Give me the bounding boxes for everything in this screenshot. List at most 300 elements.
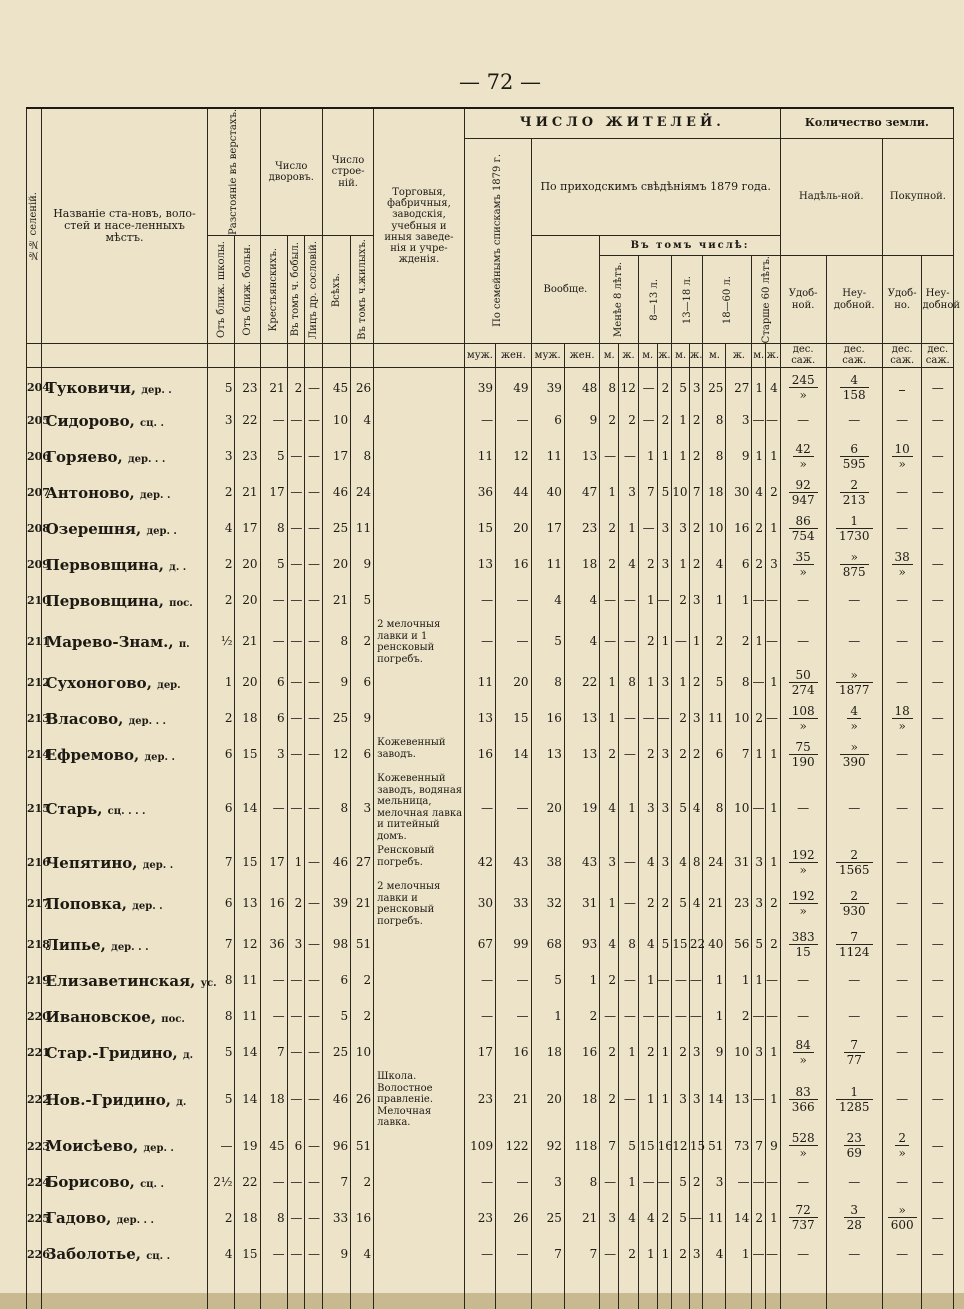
cell-a2m: 2	[638, 1035, 657, 1071]
cell-pm: 25	[531, 1201, 564, 1237]
cell-y3: —	[305, 1035, 323, 1071]
land-l4: —	[922, 583, 954, 619]
cell-a3m: 15	[672, 927, 690, 963]
cell-b2: 6	[351, 737, 374, 773]
cell-a2f: 3	[657, 845, 672, 881]
cell-y1: 5	[260, 439, 287, 475]
cell-d2: 18	[235, 701, 260, 737]
cell-a3f: 2	[689, 547, 703, 583]
cell-a3m: 5	[672, 1165, 690, 1201]
cell-b1: 46	[323, 1071, 351, 1129]
cell-fm: 39	[464, 367, 495, 403]
cell-d2: 22	[235, 403, 260, 439]
settlement-name: Антоново, дер. .	[41, 475, 208, 511]
cell-a1f: —	[619, 999, 639, 1035]
cell-b2: 5	[351, 583, 374, 619]
table-row	[27, 927, 954, 963]
cell-a3m: 2	[672, 583, 690, 619]
cell-a5m: 1	[752, 439, 766, 475]
cell-ff: 43	[496, 845, 531, 881]
cell-y3: —	[305, 439, 323, 475]
cell-d2: 15	[235, 1237, 260, 1273]
land-l3: —	[882, 511, 922, 547]
cell-y1: 36	[260, 927, 287, 963]
cell-a5f: —	[766, 1237, 781, 1273]
cell-b2: 9	[351, 547, 374, 583]
land-l1: —	[780, 619, 826, 665]
cell-a3m: 12	[672, 1129, 690, 1165]
cell-a3f: 3	[689, 583, 703, 619]
cell-ff: —	[496, 1165, 531, 1201]
cell-ff: 49	[496, 367, 531, 403]
settlement-number: 222	[27, 1071, 42, 1129]
table-row	[27, 881, 954, 927]
cell-a2m: 1	[638, 1237, 657, 1273]
cell-d1: 7	[208, 927, 235, 963]
cell-b1: 9	[323, 1237, 351, 1273]
establishments-cell	[374, 927, 465, 963]
cell-a5m: 2	[752, 547, 766, 583]
settlement-number: 205	[27, 403, 42, 439]
cell-d1: 6	[208, 773, 235, 845]
cell-a5m: 4	[752, 475, 766, 511]
cell-a1m: —	[600, 439, 619, 475]
settlement-number: 204	[27, 367, 42, 403]
cell-y1: 45	[260, 1129, 287, 1165]
header-distance-hospital: Отъ ближ. больн.	[235, 235, 260, 343]
land-l3	[882, 1201, 922, 1237]
cell-pm: 32	[531, 881, 564, 927]
cell-d2: 15	[235, 737, 260, 773]
land-l1: —	[780, 583, 826, 619]
cell-a5f: 9	[766, 1129, 781, 1165]
cell-a1m: 8	[600, 367, 619, 403]
land-l2: —	[826, 583, 882, 619]
cell-a5f: —	[766, 619, 781, 665]
cell-pm: 3	[531, 1165, 564, 1201]
cell-a1m: 2	[600, 1035, 619, 1071]
cell-fm: —	[464, 403, 495, 439]
header-residents: ЧИСЛО ЖИТЕЛЕЙ.	[464, 108, 780, 138]
land-fraction: $\frac{35}{»}$	[793, 551, 814, 578]
cell-y1: —	[260, 999, 287, 1035]
cell-a2f: 2	[657, 1201, 672, 1237]
cell-a4m: 25	[703, 367, 726, 403]
table-filler	[27, 1273, 954, 1309]
cell-y1: 8	[260, 511, 287, 547]
land-fraction: $\frac{2}{930}$	[840, 890, 869, 917]
cell-y3: —	[305, 701, 323, 737]
cell-a3f: 2	[689, 511, 703, 547]
cell-d1: 5	[208, 367, 235, 403]
land-l2	[826, 1071, 882, 1129]
cell-a2m: 4	[638, 927, 657, 963]
cell-fm: 23	[464, 1071, 495, 1129]
establishments-cell: 2 мелочныя лавки и 1 ренсковый погребъ.	[374, 619, 465, 665]
header-number: №№ селеній.	[27, 108, 42, 344]
cell-a4m: 6	[703, 737, 726, 773]
cell-y2: —	[287, 583, 305, 619]
table-row	[27, 403, 954, 439]
cell-a3m: 1	[672, 439, 690, 475]
cell-ff: —	[496, 963, 531, 999]
cell-y2: 2	[287, 881, 305, 927]
cell-a2m: —	[638, 403, 657, 439]
cell-ff: 12	[496, 439, 531, 475]
cell-fm: —	[464, 999, 495, 1035]
settlement-name: Первовщина, д. .	[41, 547, 208, 583]
cell-a2f: 1	[657, 439, 672, 475]
cell-a1m: 1	[600, 881, 619, 927]
land-l1	[780, 1129, 826, 1165]
cell-pf: 2	[564, 999, 599, 1035]
cell-a2f: 5	[657, 927, 672, 963]
table-row	[27, 665, 954, 701]
cell-y2: —	[287, 619, 305, 665]
cell-y1: 6	[260, 665, 287, 701]
land-l1	[780, 1071, 826, 1129]
cell-ff: —	[496, 583, 531, 619]
land-l1	[780, 927, 826, 963]
table-row	[27, 999, 954, 1035]
land-l1	[780, 737, 826, 773]
land-l1	[780, 367, 826, 403]
cell-ff: 20	[496, 665, 531, 701]
land-l4: —	[922, 367, 954, 403]
cell-pf: 13	[564, 439, 599, 475]
cell-a1m: 4	[600, 773, 619, 845]
cell-a2f: 1	[657, 619, 672, 665]
land-l4: —	[922, 1071, 954, 1129]
cell-a4m: 8	[703, 403, 726, 439]
cell-y2: 6	[287, 1129, 305, 1165]
cell-a4f: 8	[726, 665, 752, 701]
cell-y3: —	[305, 963, 323, 999]
cell-y2: —	[287, 773, 305, 845]
land-l3: —	[882, 963, 922, 999]
header-including: Въ томъ числѣ:	[600, 235, 780, 255]
land-l1	[780, 511, 826, 547]
cell-a1f: 3	[619, 475, 639, 511]
cell-a1f: 2	[619, 403, 639, 439]
land-l2: —	[826, 963, 882, 999]
cell-a2m: 3	[638, 773, 657, 845]
cell-a5f: 4	[766, 367, 781, 403]
land-fraction: $\frac{7}{1124}$	[836, 931, 873, 958]
cell-a1f: 1	[619, 1165, 639, 1201]
land-fraction: $\frac{7}{77}$	[844, 1039, 865, 1066]
cell-a1f: 1	[619, 773, 639, 845]
cell-b2: 16	[351, 1201, 374, 1237]
cell-y3: —	[305, 619, 323, 665]
cell-a2f: 2	[657, 367, 672, 403]
cell-a4f: 1	[726, 1237, 752, 1273]
cell-y3: —	[305, 367, 323, 403]
cell-a5f: 2	[766, 927, 781, 963]
cell-a4m: 11	[703, 1201, 726, 1237]
cell-a1f: 1	[619, 511, 639, 547]
cell-a4f: 10	[726, 1035, 752, 1071]
cell-a1f: —	[619, 881, 639, 927]
establishments-cell	[374, 1201, 465, 1237]
cell-a1f: 8	[619, 665, 639, 701]
land-l2	[826, 845, 882, 881]
land-fraction: $\frac{23}{69}$	[844, 1132, 865, 1159]
table-row	[27, 845, 954, 881]
cell-y3: —	[305, 773, 323, 845]
cell-pm: 92	[531, 1129, 564, 1165]
cell-y3: —	[305, 511, 323, 547]
cell-a3f: 22	[689, 927, 703, 963]
cell-y2: —	[287, 963, 305, 999]
land-l3: —	[882, 403, 922, 439]
cell-pm: 16	[531, 701, 564, 737]
cell-b2: 24	[351, 475, 374, 511]
cell-pf: 21	[564, 1201, 599, 1237]
cell-a5m: —	[752, 665, 766, 701]
table-row	[27, 475, 954, 511]
cell-a5m: 3	[752, 845, 766, 881]
cell-a1f: —	[619, 1071, 639, 1129]
cell-a1m: 3	[600, 1201, 619, 1237]
cell-pf: 18	[564, 547, 599, 583]
cell-a2f: —	[657, 999, 672, 1035]
table-row	[27, 367, 954, 403]
cell-pm: 5	[531, 619, 564, 665]
table-row	[27, 737, 954, 773]
header-name: Названіе ста-новъ, воло-стей и насе-ленныхъ мѣстъ.	[41, 108, 208, 344]
land-l1	[780, 665, 826, 701]
cell-a1m: —	[600, 1165, 619, 1201]
cell-a2f: 1	[657, 1071, 672, 1129]
cell-a5f: —	[766, 1165, 781, 1201]
land-l4: —	[922, 403, 954, 439]
cell-ff: —	[496, 403, 531, 439]
cell-a5m: 2	[752, 1201, 766, 1237]
cell-y1: 3	[260, 737, 287, 773]
settlement-number: 225	[27, 1201, 42, 1237]
cell-a4m: 40	[703, 927, 726, 963]
cell-b1: 45	[323, 367, 351, 403]
cell-a4f: 10	[726, 773, 752, 845]
land-l4: —	[922, 1165, 954, 1201]
cell-a2m: 1	[638, 665, 657, 701]
cell-a4m: 8	[703, 439, 726, 475]
cell-a3f: 2	[689, 737, 703, 773]
land-l1	[780, 547, 826, 583]
cell-y3: —	[305, 403, 323, 439]
cell-a5m: —	[752, 773, 766, 845]
cell-d2: 11	[235, 999, 260, 1035]
cell-d1: 6	[208, 881, 235, 927]
land-l3: —	[882, 881, 922, 927]
cell-y1: —	[260, 619, 287, 665]
cell-y3: —	[305, 845, 323, 881]
settlement-number: 221	[27, 1035, 42, 1071]
cell-a5m: —	[752, 1071, 766, 1129]
settlement-name: Сидорово, сц. .	[41, 403, 208, 439]
cell-y2: —	[287, 1035, 305, 1071]
land-l1	[780, 845, 826, 881]
land-l2: —	[826, 999, 882, 1035]
cell-a1m: 7	[600, 1129, 619, 1165]
cell-d1: 4	[208, 1237, 235, 1273]
cell-a5f: 1	[766, 1071, 781, 1129]
cell-a4m: 3	[703, 1165, 726, 1201]
cell-a2m: 7	[638, 475, 657, 511]
cell-a5m: 2	[752, 511, 766, 547]
units-row: муж. жен. муж. жен. м. ж. м. ж. м. ж. м. ж. м. ж. дес. саж. дес. саж. дес. саж. дес. саж.	[27, 344, 954, 367]
cell-pf: 13	[564, 701, 599, 737]
cell-d2: 14	[235, 1071, 260, 1129]
settlement-number: 220	[27, 999, 42, 1035]
cell-y1: 8	[260, 1201, 287, 1237]
cell-a2f: —	[657, 1165, 672, 1201]
cell-d2: 14	[235, 1035, 260, 1071]
cell-a5f: 1	[766, 773, 781, 845]
cell-d1: 2	[208, 701, 235, 737]
cell-d2: 13	[235, 881, 260, 927]
cell-pm: 13	[531, 737, 564, 773]
cell-d2: 20	[235, 547, 260, 583]
land-l3	[882, 439, 922, 475]
settlement-number: 213	[27, 701, 42, 737]
cell-ff: 16	[496, 547, 531, 583]
settlement-name: Моисѣево, дер. .	[41, 1129, 208, 1165]
cell-d2: 21	[235, 619, 260, 665]
land-l3: —	[882, 773, 922, 845]
cell-a1f: —	[619, 583, 639, 619]
cell-y3: —	[305, 1237, 323, 1273]
land-l3: —	[882, 999, 922, 1035]
settlement-number: 208	[27, 511, 42, 547]
cell-pm: 20	[531, 1071, 564, 1129]
cell-a4m: 9	[703, 1035, 726, 1071]
cell-a1m: —	[600, 619, 619, 665]
header-age-13-18: 13—18 л.	[672, 255, 703, 343]
cell-a1m: —	[600, 1237, 619, 1273]
cell-a5f: 1	[766, 845, 781, 881]
cell-a2f: 2	[657, 403, 672, 439]
settlement-name: Стар.-Гридино, д.	[41, 1035, 208, 1071]
table-row	[27, 583, 954, 619]
cell-d2: 14	[235, 773, 260, 845]
cell-fm: 11	[464, 439, 495, 475]
cell-a2f: 2	[657, 881, 672, 927]
cell-ff: 26	[496, 1201, 531, 1237]
establishments-cell: Кожевенный заводъ.	[374, 737, 465, 773]
cell-b1: 46	[323, 845, 351, 881]
cell-a3m: 3	[672, 511, 690, 547]
cell-a3m: 1	[672, 665, 690, 701]
cell-fm: 15	[464, 511, 495, 547]
table-row	[27, 1129, 954, 1165]
cell-b1: 9	[323, 665, 351, 701]
cell-d1: 3	[208, 403, 235, 439]
cell-b2: 21	[351, 881, 374, 927]
cell-b1: 6	[323, 963, 351, 999]
cell-y2: —	[287, 1201, 305, 1237]
cell-b1: 8	[323, 619, 351, 665]
settlement-name: Туковичи, дер. .	[41, 367, 208, 403]
cell-b1: 12	[323, 737, 351, 773]
land-l4: —	[922, 963, 954, 999]
cell-y3: —	[305, 881, 323, 927]
cell-b2: 2	[351, 963, 374, 999]
cell-a5m: —	[752, 1237, 766, 1273]
land-l3: —	[882, 475, 922, 511]
land-l1: —	[780, 1165, 826, 1201]
cell-fm: 11	[464, 665, 495, 701]
cell-pm: 68	[531, 927, 564, 963]
cell-a4f: 73	[726, 1129, 752, 1165]
cell-a3m: 5	[672, 1201, 690, 1237]
cell-a1f: 12	[619, 367, 639, 403]
cell-pf: 9	[564, 403, 599, 439]
header-land-nonarable: Неу-добной.	[826, 255, 882, 343]
cell-a1f: —	[619, 439, 639, 475]
settlement-name: Ефремово, дер. .	[41, 737, 208, 773]
settlement-number: 215	[27, 773, 42, 845]
cell-a3f: 3	[689, 367, 703, 403]
header-buildings-all: Всѣхъ.	[323, 235, 351, 343]
settlement-name: Заболотье, сц. .	[41, 1237, 208, 1273]
land-fraction: $\frac{83}{366}$	[789, 1086, 818, 1113]
land-l1: —	[780, 403, 826, 439]
page-number: — 72 —	[458, 70, 542, 94]
land-l1	[780, 1201, 826, 1237]
cell-a5m: 1	[752, 963, 766, 999]
cell-a4f: 9	[726, 439, 752, 475]
cell-a3f: 7	[689, 475, 703, 511]
cell-a3f: 8	[689, 845, 703, 881]
cell-pf: 31	[564, 881, 599, 927]
cell-pf: 4	[564, 583, 599, 619]
cell-a1f: 5	[619, 1129, 639, 1165]
cell-a3f: 2	[689, 665, 703, 701]
cell-b1: 33	[323, 1201, 351, 1237]
cell-d1: 2½	[208, 1165, 235, 1201]
cell-d1: —	[208, 1129, 235, 1165]
cell-d1: 5	[208, 1035, 235, 1071]
settlement-number: 211	[27, 619, 42, 665]
cell-y2: —	[287, 1237, 305, 1273]
cell-a5f: —	[766, 701, 781, 737]
land-l2	[826, 367, 882, 403]
cell-y1: 17	[260, 475, 287, 511]
cell-a3m: 5	[672, 367, 690, 403]
cell-a3m: 4	[672, 845, 690, 881]
establishments-cell	[374, 963, 465, 999]
land-l2	[826, 475, 882, 511]
header-land: Количество земли.	[780, 108, 953, 138]
cell-ff: —	[496, 619, 531, 665]
cell-y2: —	[287, 511, 305, 547]
land-l3: —	[882, 665, 922, 701]
cell-d2: 23	[235, 367, 260, 403]
land-l3: —	[882, 927, 922, 963]
cell-b1: 98	[323, 927, 351, 963]
cell-a2f: —	[657, 583, 672, 619]
cell-d2: 20	[235, 665, 260, 701]
land-l3: —	[882, 1165, 922, 1201]
cell-a1m: 2	[600, 737, 619, 773]
cell-a1m: 4	[600, 927, 619, 963]
establishments-cell	[374, 547, 465, 583]
land-fraction: $\frac{1}{1285}$	[836, 1086, 873, 1113]
cell-a1f: —	[619, 963, 639, 999]
cell-pf: 43	[564, 845, 599, 881]
